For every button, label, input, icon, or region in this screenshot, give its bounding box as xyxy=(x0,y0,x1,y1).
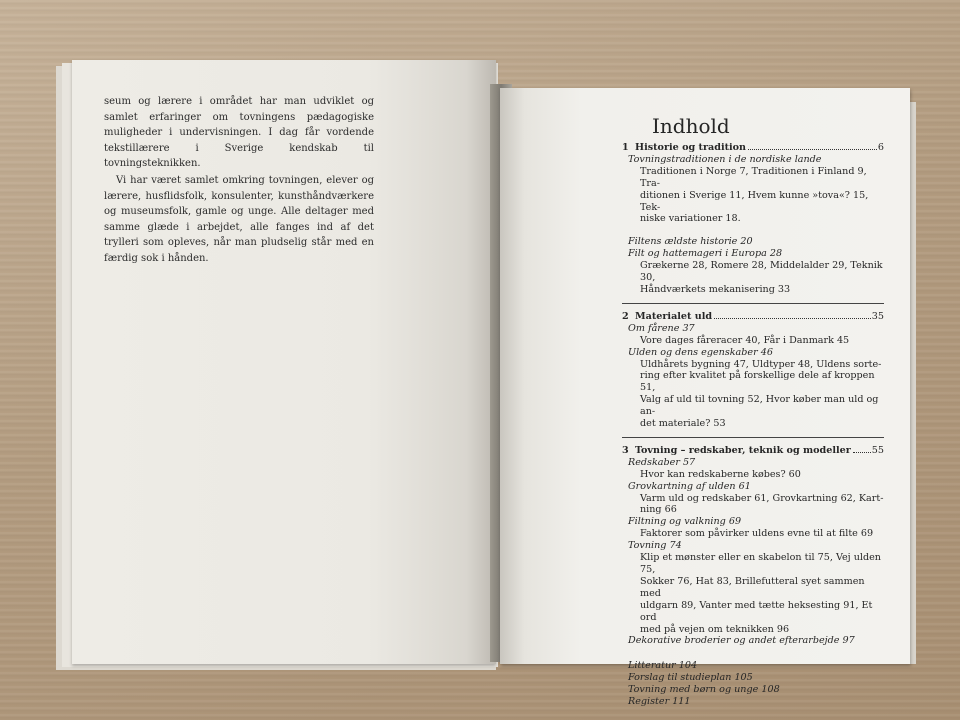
toc-subentries xyxy=(628,335,884,347)
toc-section: Filt og hattemageri i Europa 28 xyxy=(628,248,783,260)
toc-section: Tovning 74 xyxy=(628,540,682,552)
chapter-page: 35 xyxy=(871,310,884,322)
toc-line: Håndværkets mekanisering 33 xyxy=(640,283,791,295)
toc-line: Sokker 76, Hat 83, Brillefutteral syet sammen med xyxy=(640,575,865,599)
toc-section: Filtens ældste historie 20 xyxy=(628,236,753,248)
toc-line: Grækerne 28, Romere 28, Middelalder 29, Teknik 30, xyxy=(640,260,883,284)
toc-section: Redskaber 57 xyxy=(628,456,696,468)
chapter-page: 6 xyxy=(877,142,884,153)
toc-section: Ulden og dens egenskaber 46 xyxy=(628,346,773,358)
toc-chapter-2 xyxy=(622,311,884,323)
toc-subentries xyxy=(628,528,884,540)
toc-line: uldgarn 89, Vanter med tætte heksesting 91, Et ord xyxy=(640,599,873,623)
chapter-number: 2 xyxy=(622,310,629,322)
toc-section: Tovningstraditionen i de nordiske lande xyxy=(628,153,822,165)
toc-title: Indhold xyxy=(652,114,730,138)
toc-section: Om fårene 37 xyxy=(628,322,695,334)
toc-backmatter: Litteratur 104 xyxy=(628,660,698,672)
toc-line: Valg af uld til tovning 52, Hvor køber man uld og an- xyxy=(640,394,879,418)
chapter-number: 1 xyxy=(622,142,629,153)
toc-line: Faktorer som påvirker uldens evne til at filte 69 xyxy=(640,528,874,540)
dot-leader xyxy=(748,148,877,150)
toc-line: ditionen i Sverige 11, Hvem kunne »tova«? 15, Tek- xyxy=(640,189,869,213)
toc-line: ring efter kvalitet på forskellige dele af kroppen 51, xyxy=(640,370,875,394)
toc-section: Dekorative broderier og andet efterarbejde 97 xyxy=(628,635,855,647)
toc-line: Hvor kan redskaberne købes? 60 xyxy=(640,468,801,480)
chapter-page: 55 xyxy=(871,444,884,456)
toc-line: med på vejen om teknikken 96 xyxy=(640,623,790,635)
dot-leader xyxy=(714,317,871,319)
chapter-title: Materialet uld xyxy=(635,310,713,322)
toc-section: Filtning og valkning 69 xyxy=(628,516,742,528)
left-page-text xyxy=(104,94,374,267)
table-of-contents xyxy=(622,114,884,708)
toc-section: Grovkartning af ulden 61 xyxy=(628,480,751,492)
toc-line: Vore dages fåreracer 40, Får i Danmark 45 xyxy=(640,334,850,346)
toc-line: ning 66 xyxy=(640,504,677,516)
chapter-divider xyxy=(622,303,884,304)
toc-subentries xyxy=(628,493,884,517)
paragraph: seum og lærere i området har man udviklet og samlet erfaringer om tovningens pædagogiske muligheder i undervisningen. I dag får vordende tekstillærere i Sverige kendskab til tovningsteknikken. xyxy=(104,96,374,170)
toc-chapter-3 xyxy=(622,445,884,457)
toc-chapter-1 xyxy=(622,142,884,154)
chapter-title: Historie og tradition xyxy=(635,142,747,153)
dot-leader xyxy=(853,451,871,453)
chapter-divider xyxy=(622,437,884,438)
toc-line: Klip et mønster eller en skabelon til 75, Vej ulden 75, xyxy=(640,552,881,575)
toc-subentries xyxy=(628,359,884,430)
chapter-number: 3 xyxy=(622,444,629,456)
toc-backmatter: Tovning med børn og unge 108 xyxy=(628,684,780,696)
toc-subentries xyxy=(628,166,884,226)
toc-line: niske variationer 18. xyxy=(640,213,741,225)
toc-line: Varm uld og redskaber 61, Grovkartning 62, Kart- xyxy=(640,492,884,504)
paragraph: Vi har været samlet omkring tovningen, elever og lærere, husflidsfolk, konsulenter, kunsthåndværkere og museumsfolk, gamle og unge. Alle deltager med samme glæde i arbejdet, alle fanges ind af det trylleri som opleves, når man pludselig står med en færdig sok i hånden. xyxy=(104,174,374,264)
toc-line: Uldhårets bygning 47, Uldtyper 48, Uldens sorte- xyxy=(640,358,882,370)
toc-subentries xyxy=(628,552,884,635)
chapter-title: Tovning – redskaber, teknik og modeller xyxy=(635,444,851,456)
toc-subentries xyxy=(628,469,884,481)
toc-line: Traditionen i Norge 7, Traditionen i Finland 9, Tra- xyxy=(640,165,867,189)
toc-backmatter: Forslag til studieplan 105 xyxy=(628,672,753,684)
toc-line: det materiale? 53 xyxy=(640,418,726,430)
toc-subentries xyxy=(628,260,884,296)
toc-backmatter: Register 111 xyxy=(628,696,691,708)
